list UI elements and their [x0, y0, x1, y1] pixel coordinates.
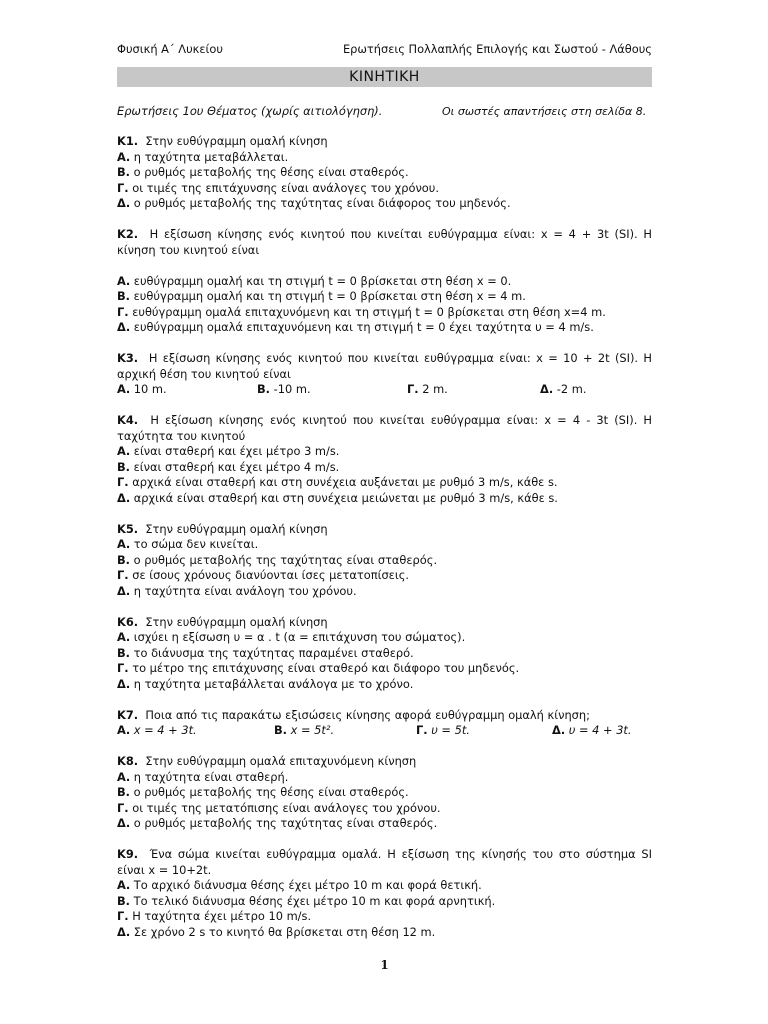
option-b: x = 5t². — [290, 723, 335, 737]
option-c: το μέτρο της επιτάχυνσης είναι σταθερό και διάφορο του μηδενός. — [132, 661, 520, 675]
option-a: x = 4 + 3t. — [133, 723, 197, 737]
option-letter: Δ. — [540, 382, 554, 396]
option-letter: Δ. — [117, 816, 131, 830]
question-k3 — [117, 351, 652, 398]
question-number: Κ9. — [117, 847, 139, 861]
question-number: Κ2. — [117, 227, 139, 241]
option-letter: Β. — [117, 785, 131, 799]
option-letter: Δ. — [117, 583, 131, 598]
question-number: Κ5. — [117, 521, 139, 536]
option-letter: Β. — [117, 552, 131, 567]
option-a: Το αρχικό διάνυσμα θέσης έχει μέτρο 10 m και φορά θετική. — [133, 878, 482, 892]
option-a: η ταχύτητα είναι σταθερή. — [133, 769, 289, 784]
question-stem: Η εξίσωση κίνησης ενός κινητού που κινείται ευθύγραμμα είναι: x = 4 - 3t (SI). Η ταχύτητα του κινητού — [117, 413, 652, 443]
question-k8 — [117, 754, 652, 832]
question-k2 — [117, 227, 652, 336]
option-letter: Γ. — [407, 382, 419, 396]
option-letter: Β. — [117, 893, 131, 908]
subtitle-text: Ερωτήσεις 1ου Θέματος (χωρίς αιτιολόγηση). — [117, 104, 383, 118]
option-letter: Α. — [117, 630, 131, 644]
option-letter: Β. — [117, 645, 131, 660]
option-d: η ταχύτητα μεταβάλλεται ανάλογα με το χρόνο. — [133, 676, 414, 691]
option-b: ευθύγραμμη ομαλή και τη στιγμή t = 0 βρίσκεται στη θέση x = 4 m. — [133, 289, 526, 303]
option-b: -10 m. — [273, 382, 311, 396]
option-b: ο ρυθμός μεταβολής της ταχύτητας είναι σταθερός. — [133, 552, 438, 567]
option-letter: Δ. — [117, 490, 131, 505]
option-b: είναι σταθερή και έχει μέτρο 4 m/s. — [133, 459, 340, 474]
option-d: ο ρυθμός μεταβολής της ταχύτητας είναι σταθερός. — [133, 816, 438, 830]
option-c: ευθύγραμμη ομαλά επιταχυνόμενη και τη στιγμή t = 0 βρίσκεται στη θέση x=4 m. — [132, 304, 606, 319]
option-c: υ = 5t. — [431, 723, 470, 737]
option-letter: Α. — [117, 149, 131, 164]
option-letter: Γ. — [117, 475, 129, 489]
question-k1 — [117, 134, 652, 212]
option-c: αρχικά είναι σταθερή και στη συνέχεια αυξάνεται με ρυθμό 3 m/s, κάθε s. — [132, 475, 558, 489]
option-letter: Δ. — [117, 676, 131, 691]
option-letter: Α. — [117, 769, 131, 784]
option-b: Το τελικό διάνυσμα θέσης έχει μέτρο 10 m και φορά αρνητική. — [133, 893, 496, 908]
option-c: 2 m. — [422, 382, 448, 396]
option-letter: Β. — [117, 459, 131, 474]
option-letter: Α. — [117, 537, 131, 551]
option-letter: Β. — [257, 382, 271, 396]
question-number: Κ4. — [117, 413, 139, 427]
option-d: ευθύγραμμη ομαλά επιταχυνόμενη και τη στιγμή t = 0 έχει ταχύτητα υ = 4 m/s. — [133, 320, 594, 334]
option-d: υ = 4 + 3t. — [568, 723, 632, 737]
option-a: είναι σταθερή και έχει μέτρο 3 m/s. — [133, 444, 340, 458]
option-b: το διάνυσμα της ταχύτητας παραμένει σταθερό. — [133, 645, 414, 660]
question-k7 — [117, 708, 652, 739]
question-stem: Η εξίσωση κίνησης ενός κινητού που κινείται ευθύγραμμα είναι: x = 10 + 2t (SI). Η αρχική θέση του κινητού είναι — [117, 351, 652, 381]
question-stem: Στην ευθύγραμμη ομαλή κίνηση — [145, 134, 328, 148]
option-letter: Γ. — [117, 661, 129, 675]
option-a: το σώμα δεν κινείται. — [133, 537, 259, 551]
option-d: Σε χρόνο 2 s το κινητό θα βρίσκεται στη θέση 12 m. — [133, 924, 436, 939]
option-letter: Β. — [274, 723, 288, 737]
option-letter: Α. — [117, 878, 131, 892]
option-letter: Δ. — [552, 723, 566, 737]
question-stem: Η εξίσωση κίνησης ενός κινητού που κινείται ευθύγραμμα είναι: x = 4 + 3t (SI). Η κίνηση του κινητού είναι — [117, 227, 652, 257]
option-c: σε ίσους χρόνους διανύονται ίσες μετατοπίσεις. — [132, 568, 410, 582]
option-letter: Β. — [117, 165, 131, 179]
options-row — [117, 382, 652, 398]
option-d: αρχικά είναι σταθερή και στη συνέχεια μειώνεται με ρυθμό 3 m/s, κάθε s. — [133, 490, 558, 505]
header-chapter: Ερωτήσεις Πολλαπλής Επιλογής και Σωστού - Λάθους — [342, 42, 652, 56]
option-a: η ταχύτητα μεταβάλλεται. — [133, 149, 289, 164]
option-letter: Δ. — [117, 924, 131, 939]
question-k5 — [117, 522, 652, 600]
question-number: Κ6. — [117, 614, 139, 629]
question-stem: Ένα σώμα κινείται ευθύγραμμα ομαλά. Η εξίσωση της κίνησής του στο σύστημα SI είναι x = 10+2t. — [117, 847, 652, 877]
option-letter: Α. — [117, 723, 131, 737]
question-list — [117, 134, 652, 956]
option-c: Η ταχύτητα έχει μέτρο 10 m/s. — [132, 909, 312, 923]
option-d: -2 m. — [556, 382, 587, 396]
option-a: ευθύγραμμη ομαλή και τη στιγμή t = 0 βρίσκεται στη θέση x = 0. — [133, 273, 512, 288]
answers-note: Οι σωστές απαντήσεις στη σελίδα 8. — [442, 105, 647, 118]
section-title: ΚΙΝΗΤΙΚΗ — [117, 67, 652, 87]
question-number: Κ7. — [117, 707, 139, 722]
question-k4 — [117, 413, 652, 506]
option-c: οι τιμές της μετατόπισης είναι ανάλογες του χρόνου. — [132, 800, 441, 815]
header-subject: Φυσική Α΄ Λυκείου — [117, 42, 223, 56]
page-number: 1 — [380, 958, 389, 972]
page-header — [117, 42, 652, 58]
option-b: ο ρυθμός μεταβολής της θέσης είναι σταθερός. — [133, 785, 409, 799]
option-a: ισχύει η εξίσωση υ = α . t (α = επιτάχυνση του σώματος). — [133, 630, 466, 644]
option-letter: Γ. — [117, 568, 129, 582]
option-letter: Δ. — [117, 320, 131, 334]
option-letter: Δ. — [117, 196, 131, 210]
option-letter: Α. — [117, 382, 131, 396]
option-letter: Β. — [117, 289, 131, 303]
option-letter: Α. — [117, 444, 131, 458]
subtitle — [117, 104, 652, 120]
option-letter: Γ. — [117, 304, 129, 319]
question-k6 — [117, 615, 652, 693]
option-letter: Γ. — [117, 909, 129, 923]
option-letter: Γ. — [416, 723, 428, 737]
question-stem: Στην ευθύγραμμη ομαλά επιταχυνόμενη κίνηση — [145, 754, 417, 768]
options-row — [117, 723, 652, 739]
option-d: η ταχύτητα είναι ανάλογη του χρόνου. — [133, 583, 357, 598]
option-letter: Γ. — [117, 800, 129, 815]
question-stem: Στην ευθύγραμμη ομαλή κίνηση — [145, 614, 328, 629]
option-a: 10 m. — [133, 382, 167, 396]
option-d: ο ρυθμός μεταβολής της ταχύτητας είναι διάφορος του μηδενός. — [133, 196, 511, 210]
question-number: Κ8. — [117, 754, 139, 768]
option-c: οι τιμές της επιτάχυνσης είναι ανάλογες του χρόνου. — [132, 180, 439, 195]
question-stem: Στην ευθύγραμμη ομαλή κίνηση — [145, 521, 328, 536]
question-number: Κ1. — [117, 134, 139, 148]
option-letter: Α. — [117, 273, 131, 288]
option-letter: Γ. — [117, 180, 129, 195]
question-number: Κ3. — [117, 351, 139, 365]
question-k9 — [117, 847, 652, 940]
question-stem: Ποια από τις παρακάτω εξισώσεις κίνησης αφορά ευθύγραμμη ομαλή κίνηση; — [145, 707, 590, 722]
option-b: ο ρυθμός μεταβολής της θέσης είναι σταθερός. — [133, 165, 409, 179]
